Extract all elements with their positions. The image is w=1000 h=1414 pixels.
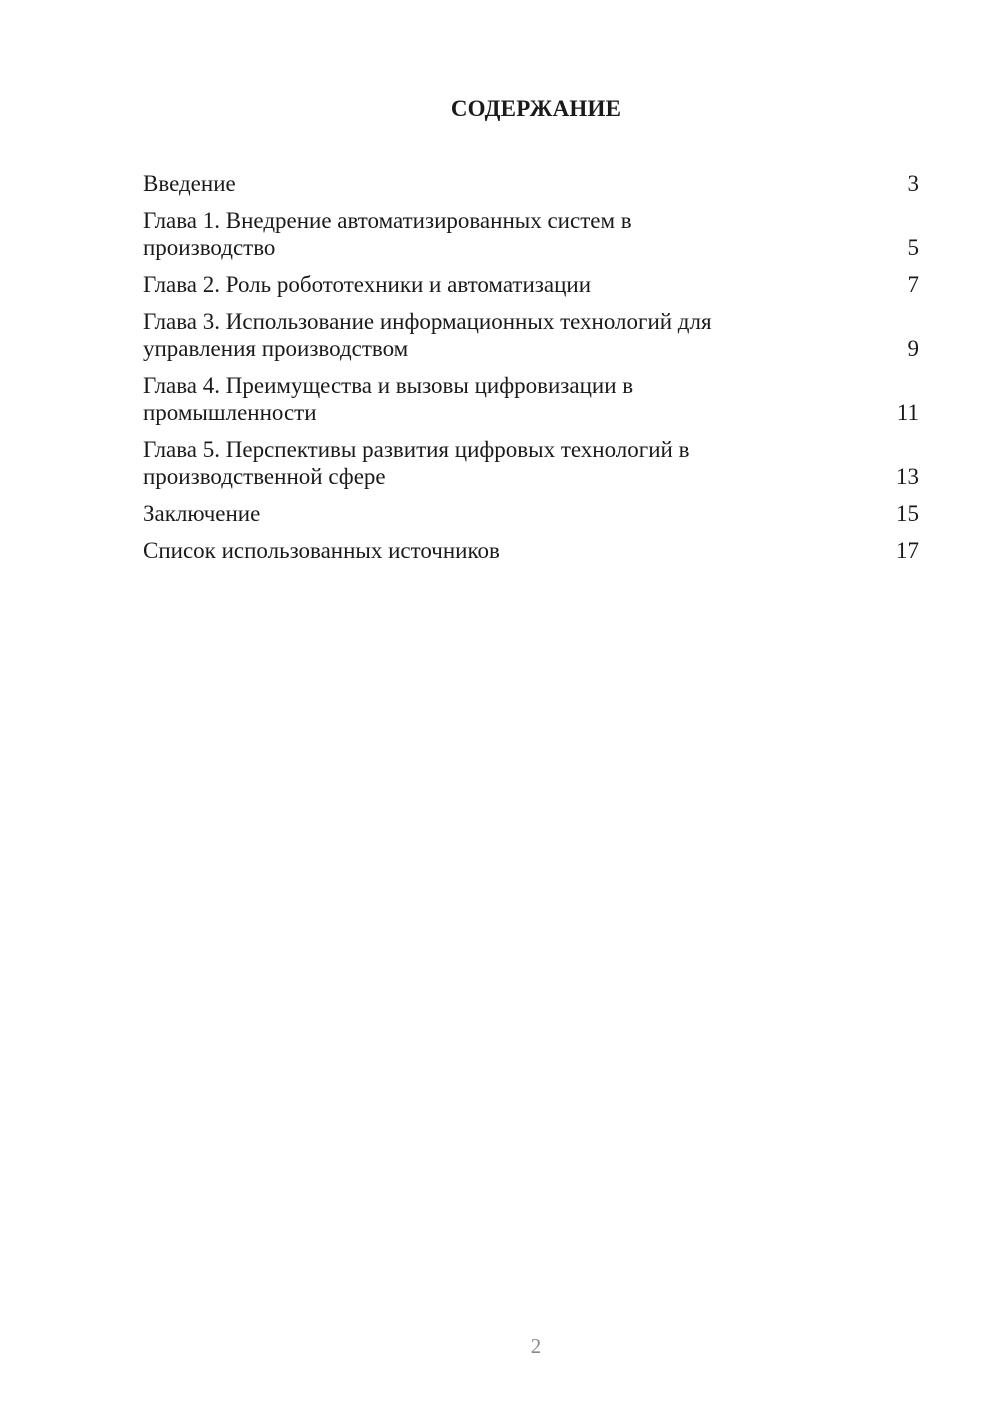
- table-of-contents: [143, 170, 919, 574]
- toc-entry-page: 3: [907, 171, 919, 196]
- toc-entry-title: [143, 308, 732, 362]
- toc-entry-line: Глава 5. Перспективы развития цифровых технологий в: [143, 437, 690, 462]
- toc-item-conclusion: [143, 500, 919, 527]
- toc-entry-line: промышленности: [143, 400, 317, 425]
- toc-entry-title: [143, 170, 256, 197]
- toc-item-references: [143, 537, 919, 564]
- toc-entry-line: Глава 4. Преимущества и вызовы цифровизации в: [143, 373, 634, 398]
- toc-entry-line: Заключение: [143, 501, 261, 526]
- toc-item-chapter-3: [143, 308, 919, 362]
- toc-entry-line: Список использованных источников: [143, 538, 500, 563]
- toc-entry-line: управления производством: [143, 336, 409, 361]
- toc-entry-page: 5: [907, 235, 919, 260]
- toc-item-chapter-5: [143, 436, 919, 490]
- toc-entry-title: [143, 436, 709, 490]
- toc-entry-line: производство: [143, 235, 276, 260]
- toc-entry-title: [143, 537, 520, 564]
- toc-entry-title: [143, 207, 652, 261]
- toc-entry-title: [143, 500, 280, 527]
- toc-entry-page: 9: [907, 336, 919, 361]
- toc-entry-page: 15: [896, 501, 919, 526]
- toc-title: СОДЕРЖАНИЕ: [450, 96, 622, 121]
- toc-entry-title: [143, 372, 653, 426]
- toc-item-chapter-4: [143, 372, 919, 426]
- toc-entry-line: Глава 2. Роль робототехники и автоматизации: [143, 272, 592, 297]
- toc-entry-page: 11: [896, 400, 919, 425]
- toc-entry-title: [143, 271, 611, 298]
- toc-item-chapter-2: [143, 271, 919, 298]
- toc-entry-page: 17: [896, 538, 919, 563]
- toc-entry-line: Глава 1. Внедрение автоматизированных систем в: [143, 208, 632, 233]
- toc-entry-page: 13: [896, 464, 919, 489]
- toc-item-chapter-1: [143, 207, 919, 261]
- toc-entry-line: Глава 3. Использование информационных технологий для: [143, 309, 712, 334]
- toc-item-introduction: [143, 170, 919, 197]
- toc-entry-page: 7: [907, 272, 919, 297]
- page-number: 2: [530, 1334, 542, 1358]
- toc-entry-line: Введение: [143, 171, 236, 196]
- toc-entry-line: производственной сфере: [143, 464, 386, 489]
